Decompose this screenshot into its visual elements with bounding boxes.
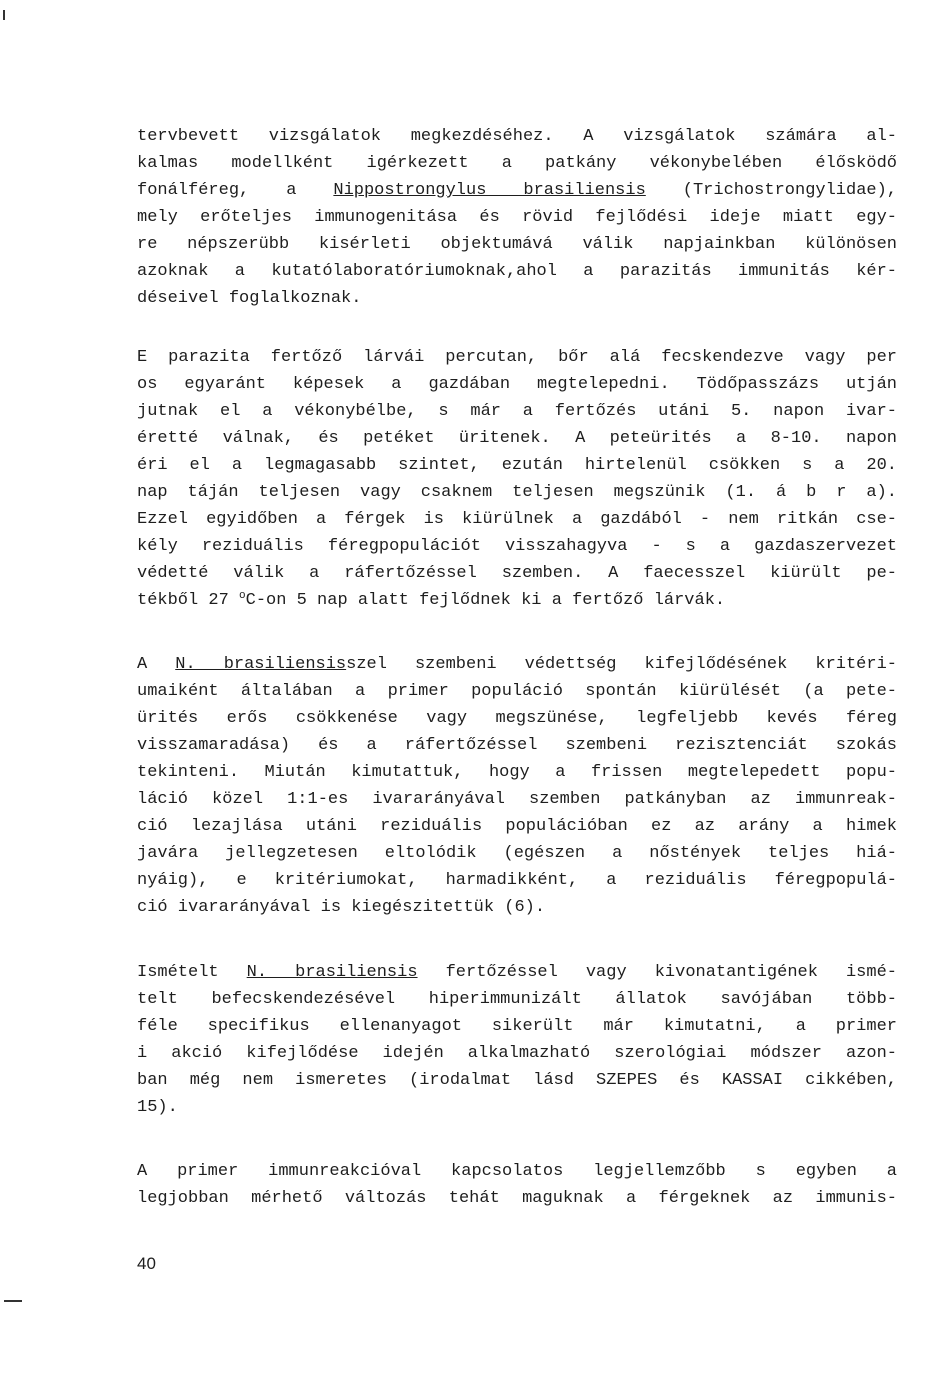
text-line: nyáig), e kritériumokat, harmadikként, a reziduális féregpopulá-: [137, 871, 897, 890]
text-span: szel szembeni védettség kifejlődésének kritéri-: [346, 655, 897, 674]
scan-mark: [4, 1300, 22, 1302]
species-name: Nippostrongylus brasiliensis: [333, 181, 646, 200]
text-line: i akció kifejlődése idején alkalmazható szerológiai módszer azon-: [137, 1044, 897, 1063]
text-span: (Trichostrongylidae),: [645, 181, 898, 200]
paragraph-5: [137, 1158, 897, 1212]
text-line: os egyaránt képesek a gazdában megtelepedni. Tödőpasszázs utján: [137, 375, 897, 394]
text-span: C-on 5 nap alatt fejlődnek ki a fertőző lárvák.: [245, 591, 726, 610]
text-line: re népszerübb kisérleti objektumává válik napjainkban különösen: [137, 235, 897, 254]
text-line: éretté válnak, és petéket üritenek. A peteürités a 8-10. napon: [137, 429, 897, 448]
text-line: kély reziduális féregpopulációt visszahagyva - s a gazdaszervezet: [137, 537, 897, 556]
text-line: láció közel 1:1-es ivararányával szemben patkányban az immunreak-: [137, 790, 897, 809]
paragraph-4: [137, 959, 897, 1121]
text-line: nap táján teljesen vagy csaknem teljesen megszünik (1. á b r a).: [137, 483, 897, 502]
page-number: 40: [137, 1254, 156, 1273]
text-span: fonálféreg, a: [137, 181, 334, 200]
text-line: [137, 651, 897, 678]
text-line: tekinteni. Miután kimutattuk, hogy a frissen megtelepedett popu-: [137, 763, 897, 782]
species-name: N. brasiliensis: [246, 963, 418, 982]
text-line: tervbevett vizsgálatok megkezdéséhez. A vizsgálatok számára al-: [137, 127, 897, 146]
species-name: N. brasiliensis: [175, 655, 347, 674]
text-line: jutnak el a vékonybélbe, s már a fertőzés utáni 5. napon ivar-: [137, 402, 897, 421]
text-span: Ismételt: [137, 963, 247, 982]
text-line: azoknak a kutatólaboratóriumoknak,ahol a parazitás immunitás kér-: [137, 262, 897, 281]
text-line: visszamaradása) és a ráfertőzéssel szembeni rezisztenciát szokás: [137, 736, 897, 755]
degree-superscript: o: [239, 590, 246, 602]
text-span: A: [137, 655, 176, 674]
text-span: tékből 27: [137, 591, 240, 610]
text-line: kalmas modellként igérkezett a patkány vékonybelében élősködő: [137, 154, 897, 173]
paragraph-1: [137, 123, 897, 312]
text-line: mely erőteljes immunogenitása és rövid fejlődési ideje miatt egy-: [137, 208, 897, 227]
text-line: Ezzel egyidőben a férgek is kiürülnek a gazdából - nem ritkán cse-: [137, 510, 897, 529]
scan-mark: [3, 10, 5, 20]
text-line: umaiként általában a primer populáció spontán kiürülését (a pete-: [137, 682, 897, 701]
text-line: ban még nem ismeretes (irodalmat lásd SZEPES és KASSAI cikkében,: [137, 1071, 897, 1090]
text-line: féle specifikus ellenanyagot sikerült már kimutatni, a primer: [137, 1017, 897, 1036]
text-line: védetté válik a ráfertőzéssel szemben. A faecesszel kiürült pe-: [137, 564, 897, 583]
text-line: [137, 587, 897, 614]
text-span: fertőzéssel vagy kivonatantigének ismé-: [417, 963, 897, 982]
text-line: A primer immunreakcióval kapcsolatos legjellemzőbb s egyben a: [137, 1162, 897, 1181]
text-line: ció lezajlása utáni reziduális populációban ez az arány a himek: [137, 817, 897, 836]
text-line: déseivel foglalkoznak.: [137, 289, 362, 308]
text-line: legjobban mérhető változás tehát maguknak a férgeknek az immunis-: [137, 1189, 897, 1208]
text-line: ció ivararányával is kiegészitettük (6).: [137, 898, 546, 917]
text-line: 15).: [137, 1098, 178, 1117]
paragraph-2: [137, 344, 897, 614]
text-line: ürités erős csökkenése vagy megszünése, legfeljebb kevés féreg: [137, 709, 897, 728]
text-line: éri el a legmagasabb szintet, ezután hirtelenül csökken s a 20.: [137, 456, 897, 475]
text-line: [137, 177, 897, 204]
text-line: E parazita fertőző lárvái percutan, bőr alá fecskendezve vagy per: [137, 348, 897, 367]
text-line: [137, 959, 897, 986]
text-line: telt befecskendezésével hiperimmunizált állatok savójában több-: [137, 990, 897, 1009]
text-line: javára jellegzetesen eltolódik (egészen a nőstények teljes hiá-: [137, 844, 897, 863]
paragraph-3: [137, 651, 897, 921]
